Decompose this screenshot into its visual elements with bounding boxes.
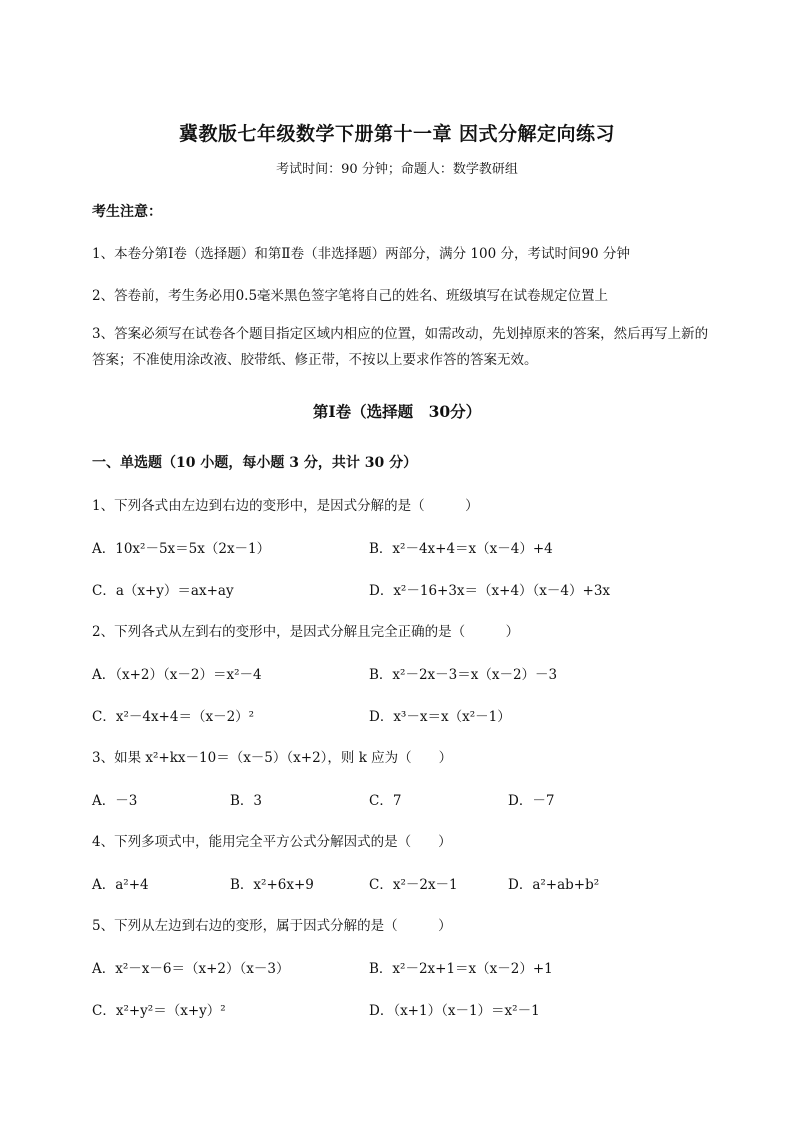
- notice-item: 2、答卷前，考生务必用0.5毫米黑色签字笔将自己的姓名、班级填写在试卷规定位置上: [92, 288, 609, 304]
- question-stem: 5、下列从左边到右边的变形，属于因式分解的是（ ）: [92, 918, 452, 934]
- option-c[interactable]: C．x²+y²＝（x+y）²: [92, 1003, 226, 1019]
- option-d[interactable]: D．x³－x＝x（x²－1）: [369, 709, 511, 725]
- notice-heading: 考生注意：: [92, 204, 162, 220]
- option-a[interactable]: A．x²－x－6＝（x+2）（x－3）: [92, 961, 290, 977]
- option-a[interactable]: A．（x+2）（x－2）＝x²－4: [92, 667, 262, 683]
- option-d[interactable]: D．－7: [508, 793, 555, 809]
- option-b[interactable]: B．x²－2x+1＝x（x－2）+1: [369, 961, 553, 977]
- document-title: 冀教版七年级数学下册第十一章 因式分解定向练习: [178, 123, 616, 145]
- option-b[interactable]: B．3: [230, 793, 263, 809]
- option-d[interactable]: D．（x+1）（x－1）＝x²－1: [369, 1003, 540, 1019]
- exam-info: 考试时间：90 分钟；命题人：数学教研组: [276, 162, 518, 177]
- option-a[interactable]: A．－3: [92, 793, 138, 809]
- option-a[interactable]: A．a²+4: [92, 877, 149, 893]
- notice-item: 3、答案必须写在试卷各个题目指定区域内相应的位置，如需改动，先划掉原来的答案，然后再写上新的答案；不准使用涂改液、胶带纸、修正带，不按以上要求作答的答案无效。: [92, 326, 709, 368]
- option-d[interactable]: D．a²+ab+b²: [508, 877, 600, 893]
- option-c[interactable]: C．x²－2x－1: [369, 877, 458, 893]
- question-stem: 2、下列各式从左到右的变形中，是因式分解且完全正确的是（ ）: [92, 624, 520, 640]
- option-c[interactable]: C．x²－4x+4＝（x－2）²: [92, 709, 255, 725]
- question-stem: 1、下列各式由左边到右边的变形中，是因式分解的是（ ）: [92, 498, 479, 514]
- notice-item: 1、本卷分第Ⅰ卷（选择题）和第Ⅱ卷（非选择题）两部分，满分 100 分，考试时间90 分钟: [92, 246, 630, 262]
- option-b[interactable]: B．x²+6x+9: [230, 877, 314, 893]
- option-a[interactable]: A．10x²－5x＝5x（2x－1）: [92, 541, 271, 557]
- question-stem: 4、下列多项式中，能用完全平方公式分解因式的是（ ）: [92, 834, 452, 850]
- option-b[interactable]: B．x²－4x+4＝x（x－4）+4: [369, 541, 553, 557]
- option-c[interactable]: C．7: [369, 793, 402, 809]
- option-b[interactable]: B．x²－2x－3＝x（x－2）－3: [369, 667, 558, 683]
- option-c[interactable]: C．a（x+y）＝ax+ay: [92, 583, 234, 599]
- part-heading: 一、单选题（10 小题，每小题 3 分，共计 30 分）: [92, 455, 418, 471]
- question-stem: 3、如果 x²+kx－10＝（x－5）（x+2），则 k 应为（ ）: [92, 750, 453, 766]
- option-d[interactable]: D．x²－16+3x＝（x+4）（x－4）+3x: [369, 583, 611, 599]
- section-title: 第Ⅰ卷（选择题 30分）: [312, 402, 482, 421]
